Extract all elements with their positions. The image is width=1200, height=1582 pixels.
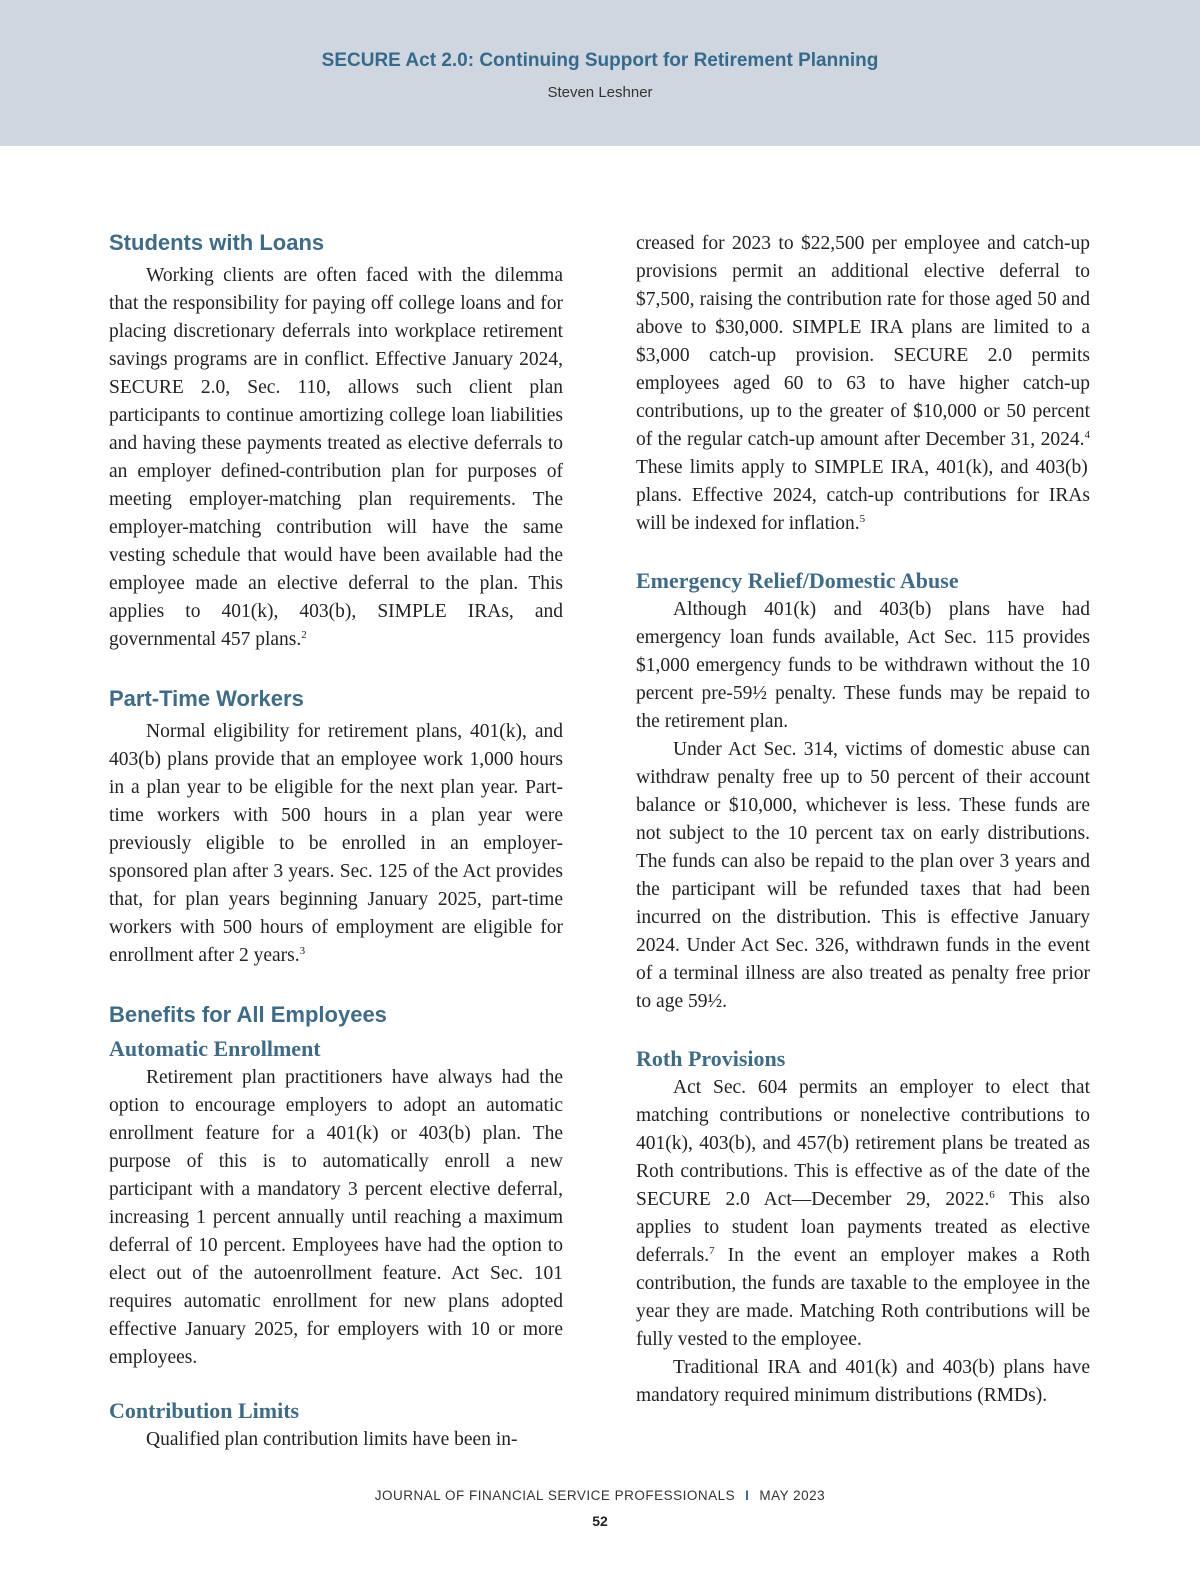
issue-date: MAY 2023 — [759, 1488, 826, 1503]
paragraph-contribution-limits-cont: creased for 2023 to $22,500 per employee and catch-up provisions permit an additional elective deferral to $7,500, raising the contribution rate for those aged 50 and above to $30,000. SIMPLE IRA plans are limited to a $3,000 catch-up provision. SECURE 2.0 permits employees aged 60 to 63 to have higher catch-up contributions, up to the greater of $10,000 or 50 percent of the regular catch-up amount after December 31, 2024.$^4$ These limits apply to SIMPLE IRA, 401(k), and 403(b) plans. Effective 2024, catch-up contributions for IRAs will be indexed for inflation.$^5$ — [636, 233, 1090, 534]
journal-name: JOURNAL OF FINANCIAL SERVICE PROFESSIONALS — [374, 1488, 736, 1503]
paragraph-emergency-1: Although 401(k) and 403(b) plans have had emergency loan funds available, Act Sec. 115 provides $1,000 emergency funds to be withdrawn without the 10 percent pre-59½ penalty. These funds may be repaid to the retirement plan. — [636, 599, 1090, 732]
subheading-emergency: Emergency Relief/Domestic Abuse — [636, 568, 959, 593]
footer-separator: I — [745, 1488, 750, 1503]
left-column — [109, 226, 563, 1454]
article-title: SECURE Act 2.0: Continuing Support for Retirement Planning — [321, 50, 879, 71]
paragraph-students: Working clients are often faced with the dilemma that the responsibility for paying off college loans and for placing discretionary deferrals into workplace retirement savings programs are in conflict. Effective January 2024, SECURE 2.0, Sec. 110, allows such client plan participants to continue amortizing college loan liabilities and having these payments treated as elective deferrals to an employer defined-contribution plan for purposes of meeting employer-matching plan requirements. The employer-matching contribution will have the same vesting schedule that would have been available had the employee made an elective deferral to the plan. This applies to 401(k), 403(b), SIMPLE IRAs, and governmental 457 plans.$^2$ — [109, 265, 563, 650]
section-heading-benefits: Benefits for All Employees — [109, 1002, 387, 1027]
right-column — [636, 230, 1090, 1410]
footnote-ref: 5 — [859, 513, 866, 525]
paragraph-contribution-limits: Qualified plan contribution limits have been in- — [146, 1429, 518, 1450]
footnote-ref: 7 — [709, 1245, 715, 1257]
section-heading-students: Students with Loans — [109, 230, 325, 255]
paragraph-parttime: Normal eligibility for retirement plans, 401(k), and 403(b) plans provide that an employee work 1,000 hours in a plan year to be eligible for the next plan year. Part-time workers with 500 hours in a plan year were previously eligible to be enrolled in an employer-sponsored plan after 3 years. Sec. 125 of the Act provides that, for plan years beginning January 2025, part-time workers with 500 hours of employment are eligible for enrollment after 2 years.$^3$ — [109, 721, 563, 966]
page-number: 52 — [592, 1513, 608, 1529]
paragraph-auto-enrollment: Retirement plan practitioners have always had the option to encourage employers to adopt an automatic enrollment feature for a 401(k) or 403(b) plan. The purpose of this is to automatically enroll a new participant with a mandatory 3 percent elective deferral, increasing 1 percent annually until reaching a maximum deferral of 10 percent. Employees have had the option to elect out of the autoenrollment feature. Act Sec. 101 requires automatic enrollment for new plans adopted effective January 2025, for employers with 10 or more employees. — [109, 1067, 563, 1368]
paragraph-roth-1: Act Sec. 604 permits an employer to elect that matching contributions or nonelective contributions to 401(k), 403(b), and 457(b) retirement plans be treated as Roth contributions. This is effective as of the date of the SECURE 2.0 Act—December 29, 2022.$^6$ This also applies to student loan payments treated as elective deferrals.$^7$ In the event an employer makes a Roth contribution, the funds are taxable to the employee in the year they are made. Matching Roth contributions will be fully vested to the employee. — [636, 1077, 1090, 1350]
footnote-ref: 2 — [301, 629, 307, 641]
subheading-auto-enrollment: Automatic Enrollment — [109, 1036, 321, 1061]
section-heading-parttime: Part-Time Workers — [109, 686, 304, 711]
subheading-roth: Roth Provisions — [636, 1046, 786, 1071]
footnote-ref: 6 — [989, 1189, 995, 1201]
header-band — [0, 0, 1200, 146]
footnote-ref: 3 — [299, 945, 306, 957]
article-author: Steven Leshner — [547, 84, 653, 101]
subheading-contribution-limits: Contribution Limits — [109, 1398, 300, 1423]
footnote-ref: 4 — [1084, 429, 1090, 441]
footer-journal-line — [0, 1488, 1200, 1503]
paragraph-roth-2: Traditional IRA and 401(k) and 403(b) plans have mandatory required minimum distributions (RMDs). — [636, 1357, 1090, 1406]
paragraph-emergency-2: Under Act Sec. 314, victims of domestic abuse can withdraw penalty free up to 50 percent of their account balance or $10,000, whichever is less. These funds are not subject to the 10 percent tax on early distributions. The funds can also be repaid to the plan over 3 years and the participant will be refunded taxes that had been incurred on the distribution. This is effective January 2024. Under Act Sec. 326, withdrawn funds in the event of a terminal illness are also treated as penalty free prior to age 59½. — [636, 739, 1090, 1012]
